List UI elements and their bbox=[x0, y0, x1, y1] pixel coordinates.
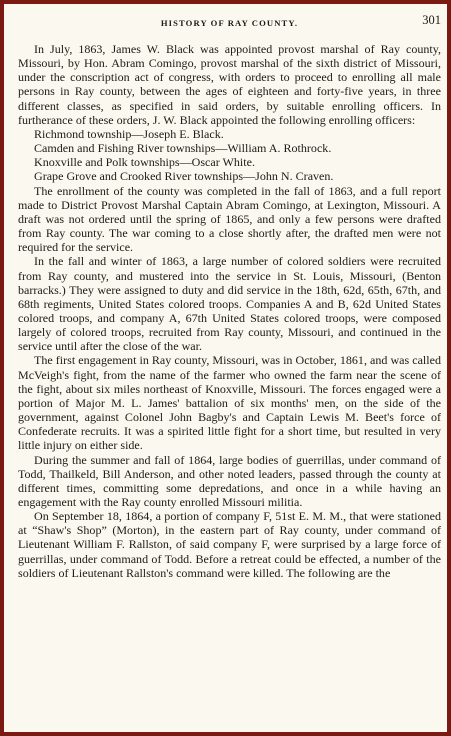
page-header bbox=[18, 13, 441, 33]
paragraph-shaws-shop: On September 18, 1864, a portion of company F, 51st E. M. M., that were stationed at “Shaw's Shop” (Morton), in the eastern part of Ray county, under command of Lieutenant William F. Rallston, of said company F, were surprised by a large force of guerrillas, under command of Todd. Before a retreat could be effected, a number of the soldiers of Lieutenant Rallston's command were killed. The following are the bbox=[18, 509, 441, 580]
paragraph-first-engagement: The first engagement in Ray county, Missouri, was in October, 1861, and was called McVeigh's fight, from the name of the farmer who owned the farm near the scene of the fight, about six miles northeast of Knoxville, Missouri. The forces engaged were a portion of Major M. L. James' battalion of six months' men, on the side of the government, against Colonel John Bagby's and Captain Lewis M. Beet's force of Confederate recruits. It was a spirited little fight for a short time, but resulted in very little injury on either side. bbox=[18, 353, 441, 453]
paragraph-guerrillas: During the summer and fall of 1864, large bodies of guerrillas, under command of Todd, Thailkeld, Bill Anderson, and other noted leaders, passed through the county at different times, committing some depredations, and once in a while having an engagement with the Ray county enrolled Missouri militia. bbox=[18, 452, 441, 509]
enrolling-officers-list bbox=[18, 127, 441, 184]
list-item: Grape Grove and Crooked River townships—John N. Craven. bbox=[34, 169, 334, 184]
paragraph-provost-appointment: In July, 1863, James W. Black was appointed provost marshal of Ray county, Missouri, by Hon. Abram Comingo, provost marshal of the sixth district of Missouri, under the conscription act of congress, with orders to proceed to enrolling all male persons in Ray county, between the ages of eighteen and forty-five years, in three different classes, as specified in said orders, by suitable enrolling officers. In furtherance of these orders, J. W. Black appointed the following enrolling officers: bbox=[18, 42, 441, 127]
running-head: HISTORY OF RAY COUNTY. bbox=[160, 18, 299, 28]
paragraph-colored-troops: In the fall and winter of 1863, a large number of colored soldiers were recruited from Ray county, and mustered into the service in St. Louis, Missouri, (Benton barracks.) They were assigned to duty and did service in the 18th, 62d, 65th, 67th, and 68th regiments, United States colored troops. Companies A and B, 62d United States colored troops, and company A, 67th United States colored troops, were composed largely of colored troops, recruited from Ray county, Missouri, and continued in the service until after the close of the war. bbox=[18, 254, 441, 354]
list-item: Knoxville and Polk townships—Oscar White. bbox=[34, 155, 255, 170]
document-page bbox=[18, 13, 441, 731]
list-item: Camden and Fishing River townships—William A. Rothrock. bbox=[34, 141, 332, 156]
list-item: Richmond township—Joseph E. Black. bbox=[34, 126, 224, 141]
page-number: 301 bbox=[422, 13, 441, 27]
paragraph-enrollment: The enrollment of the county was completed in the fall of 1863, and a full report made to District Provost Marshal Captain Abram Comingo, at Lexington, Missouri. A draft was not ordered until the spring of 1865, and only a few persons were drafted from Ray county. The war coming to a close shortly after, the drafted men were not required for the service. bbox=[18, 183, 441, 255]
